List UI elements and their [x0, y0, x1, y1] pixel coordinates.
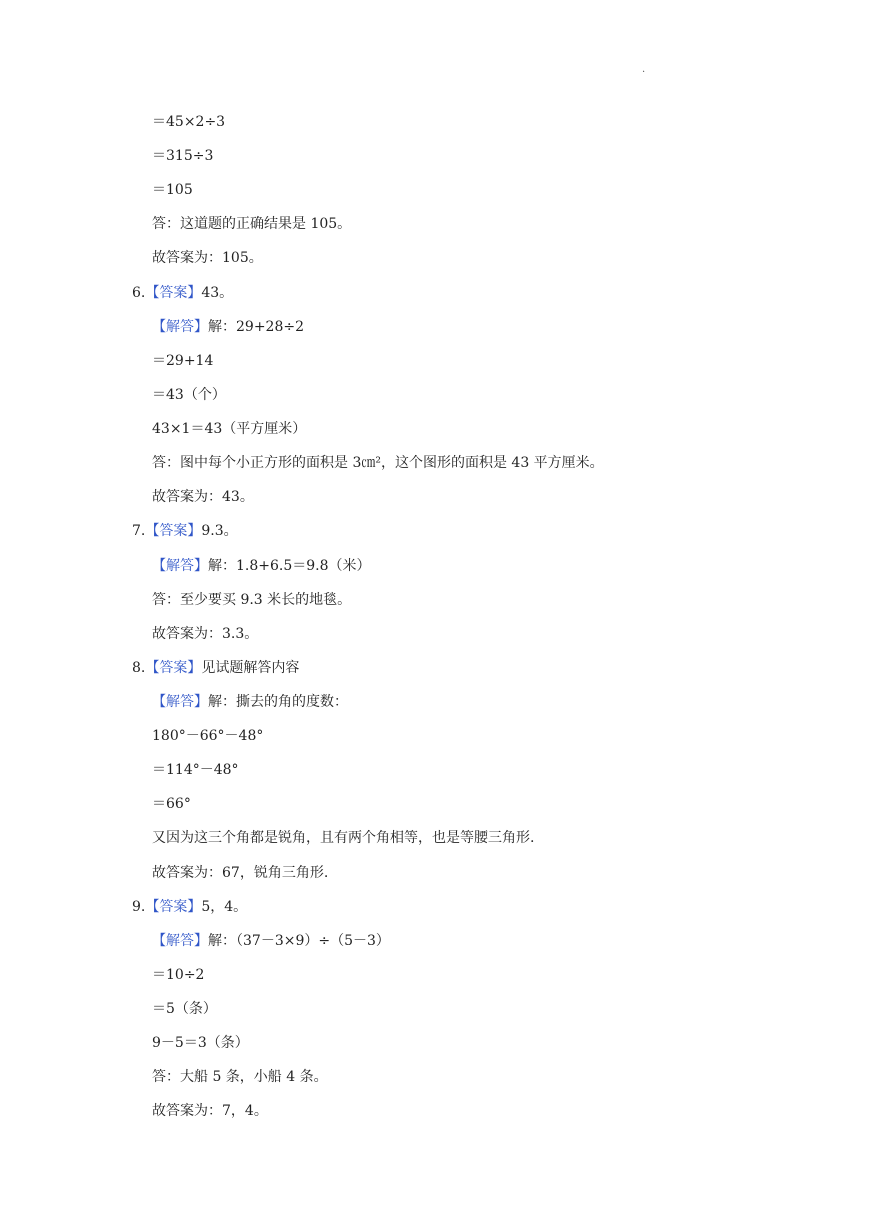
answer-value: 9.3。	[201, 523, 238, 539]
question-number: 8.	[132, 660, 146, 676]
solution-text: 解：（37－3×9）÷（5－3）	[208, 933, 390, 949]
question-9-answer	[132, 898, 247, 916]
text-line: 43×1＝43（平方厘米）	[152, 421, 307, 437]
solution-line	[152, 693, 348, 711]
solution-text: 解：撕去的角的度数：	[208, 694, 348, 710]
solution-text: 解：29+28÷2	[208, 319, 304, 335]
solution-text: 解：1.8+6.5＝9.8（米）	[208, 558, 371, 574]
text-line: 故答案为：43。	[152, 489, 254, 505]
text-line: 答：这道题的正确结果是 105。	[152, 216, 352, 232]
text-line: 答：图中每个小正方形的面积是 3㎝²，这个图形的面积是 43 平方厘米。	[152, 455, 604, 471]
text-line: 又因为这三个角都是锐角，且有两个角相等，也是等腰三角形.	[152, 830, 535, 846]
text-line: 故答案为：105。	[152, 250, 263, 266]
question-number: 6.	[132, 285, 146, 301]
answer-tag: 【答案】	[145, 523, 202, 539]
question-6-answer	[132, 284, 233, 302]
text-line: 答：大船 5 条，小船 4 条。	[152, 1069, 328, 1085]
answer-value: 5，4。	[201, 899, 248, 915]
text-line: ＝315÷3	[152, 148, 214, 164]
solution-tag: 【解答】	[152, 933, 208, 949]
text-line: ＝105	[152, 182, 193, 198]
solution-tag: 【解答】	[152, 558, 208, 574]
answer-tag: 【答案】	[145, 899, 202, 915]
text-line: 9－5＝3（条）	[152, 1035, 249, 1051]
text-line: ＝29+14	[152, 353, 214, 369]
question-number: 9.	[132, 899, 146, 915]
solution-line	[152, 557, 371, 575]
header-dot: .	[642, 64, 646, 75]
solution-tag: 【解答】	[152, 319, 208, 335]
text-line: 180°－66°－48°	[152, 728, 264, 744]
solution-line	[152, 932, 390, 950]
text-line: ＝114°－48°	[152, 762, 239, 778]
answer-tag: 【答案】	[145, 660, 202, 676]
text-line: 答：至少要买 9.3 米长的地毯。	[152, 592, 352, 608]
question-7-answer	[132, 522, 238, 540]
text-line: ＝66°	[152, 796, 191, 812]
question-number: 7.	[132, 523, 146, 539]
question-8-answer	[132, 659, 299, 677]
answer-value: 见试题解答内容	[201, 660, 300, 676]
text-line: ＝45×2÷3	[152, 114, 226, 130]
answer-tag: 【答案】	[145, 285, 202, 301]
text-line: 故答案为：7，4。	[152, 1103, 268, 1119]
text-line: ＝10÷2	[152, 967, 205, 983]
answer-value: 43。	[201, 285, 234, 301]
text-line: 故答案为：3.3。	[152, 626, 259, 642]
text-line: 故答案为：67，锐角三角形.	[152, 865, 329, 881]
solution-line	[152, 318, 304, 336]
solution-tag: 【解答】	[152, 694, 208, 710]
text-line: ＝5（条）	[152, 1001, 217, 1017]
text-line: ＝43（个）	[152, 387, 226, 403]
